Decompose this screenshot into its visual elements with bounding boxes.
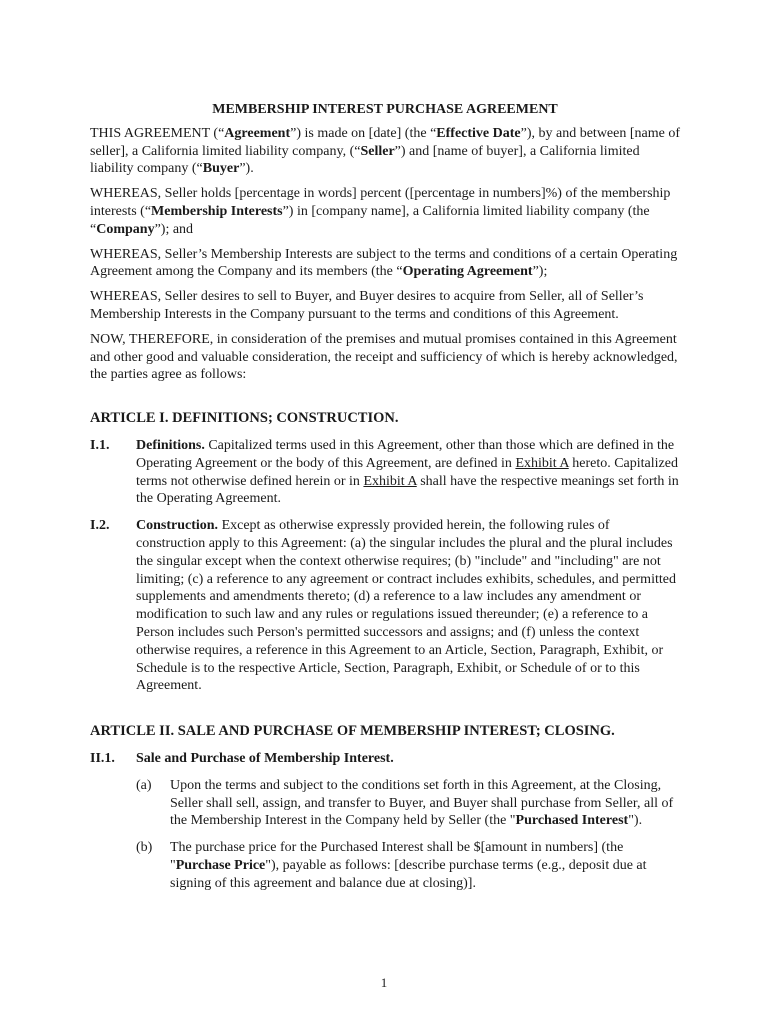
- text-run: Except as otherwise expressly provided herein, the following rules of construction apply to this Agreement: (a) the singular includes the plural and the plural includes the singular except when the context otherwise requires; (b) "include" and "including" are not limiting; (c) a reference to any agreement or contract includes exhibits, schedules, and permitted supplements and amendments thereto; (d) a reference to a law includes any amendment or modification to such law and any rules or regulations issued thereunder; (e) a reference to a Person includes such Person's permitted successors and assigns; and (f) unless the context otherwise requires, a reference in this Agreement to an Article, Section, Paragraph, Exhibit, or Schedule is to the respective Article, Section, Paragraph, Exhibit, or Schedule of or to this Agreement.: [136, 518, 676, 694]
- bold-term: Purchased Interest: [515, 813, 629, 829]
- text-run: shall have the respective meanings set forth in the Operating Agreement.: [136, 473, 679, 507]
- page-number: 1: [380, 975, 388, 990]
- bold-term: Agreement: [224, 125, 291, 141]
- text-run: ”) and [name of buyer], a California limited liability company (“: [90, 143, 640, 177]
- text-run: ").: [628, 813, 643, 829]
- bold-term: Company: [96, 221, 155, 237]
- underlined-reference: Exhibit A: [515, 455, 569, 471]
- bold-term: Effective Date: [436, 125, 521, 141]
- text-run: ”); and: [154, 221, 194, 237]
- text-run: ”) is made on [date] (the “: [290, 125, 437, 141]
- document-page: [90, 101, 680, 901]
- bold-term: Construction.: [136, 518, 219, 534]
- underlined-reference: Exhibit A: [363, 473, 417, 489]
- section-body: [136, 437, 680, 508]
- recital-paragraph-2: [90, 246, 680, 282]
- text-run: ”) in [company name], a California limited liability company (the “: [90, 203, 650, 237]
- article-2-heading: ARTICLE II. SALE AND PURCHASE OF MEMBERSHIP INTEREST; CLOSING.: [90, 723, 615, 740]
- bold-term: Seller: [360, 143, 395, 159]
- bold-term: Membership Interests: [151, 203, 283, 219]
- text-run: ”), by and between [name of seller], a California limited liability company, (“: [90, 125, 680, 159]
- article-1-heading: ARTICLE I. DEFINITIONS; CONSTRUCTION.: [90, 410, 399, 427]
- text-run: Capitalized terms used in this Agreement, other than those which are defined in the Operating Agreement or the body of this Agreement, are defined in: [136, 437, 675, 471]
- subsection-number: (b): [136, 840, 153, 856]
- text-run: hereto. Capitalized terms not otherwise defined herein or in: [136, 455, 678, 489]
- recital-paragraph-1: [90, 185, 680, 238]
- text-run: ”);: [532, 264, 548, 280]
- section-number: II.1.: [90, 750, 115, 766]
- text-run: WHEREAS, Seller holds [percentage in words] percent ([percentage in numbers]%) of the membership interests (“: [90, 186, 671, 219]
- bold-term: Operating Agreement: [402, 264, 533, 280]
- section-number: I.2.: [90, 518, 110, 534]
- subsection-body: [170, 777, 680, 830]
- now-therefore-paragraph: [90, 331, 680, 384]
- text-run: NOW, THEREFORE, in consideration of the premises and mutual promises contained in this Agreement and other good and valuable consideration, the receipt and sufficiency of which is hereby acknowledged, the parties agree as follows:: [90, 331, 678, 383]
- text-run: "), payable as follows: [describe purchase terms (e.g., deposit due at signing of this agreement and balance due at closing)].: [170, 857, 647, 891]
- section-body: [136, 517, 680, 695]
- subsection-a: [136, 777, 680, 830]
- section-II-1: [90, 750, 680, 768]
- text-run: Upon the terms and subject to the conditions set forth in this Agreement, at the Closing, Seller shall sell, assign, and transfer to Buyer, and Buyer shall purchase from Seller, all of the Membership Interest in the Company held by Seller (the ": [170, 777, 674, 829]
- section-number: I.1.: [90, 437, 110, 453]
- bold-term: Purchase Price: [175, 857, 266, 873]
- text-run: ”).: [239, 161, 254, 177]
- subsection-body: [170, 839, 680, 892]
- intro-paragraph: [90, 125, 680, 178]
- subsection-number: (a): [136, 777, 152, 793]
- text-run: WHEREAS, Seller desires to sell to Buyer, and Buyer desires to acquire from Seller, all of Seller’s Membership Interests in the Company pursuant to the terms and conditions of this Agreement.: [90, 289, 644, 322]
- section-I-1: [90, 437, 680, 508]
- text-run: The purchase price for the Purchased Interest shall be $[amount in numbers] (the ": [170, 840, 624, 873]
- document-title: MEMBERSHIP INTEREST PURCHASE AGREEMENT: [212, 102, 558, 117]
- bold-term: Definitions.: [136, 437, 205, 453]
- recital-paragraph-3: [90, 288, 680, 324]
- text-run: WHEREAS, Seller’s Membership Interests are subject to the terms and conditions of a certain Operating Agreement among the Company and its members (the “: [90, 246, 678, 280]
- section-I-2: [90, 517, 680, 695]
- text-run: THIS AGREEMENT (“: [90, 125, 225, 141]
- section-title: Sale and Purchase of Membership Interest.: [136, 750, 394, 766]
- bold-term: Buyer: [202, 161, 240, 177]
- subsection-b: [136, 839, 680, 892]
